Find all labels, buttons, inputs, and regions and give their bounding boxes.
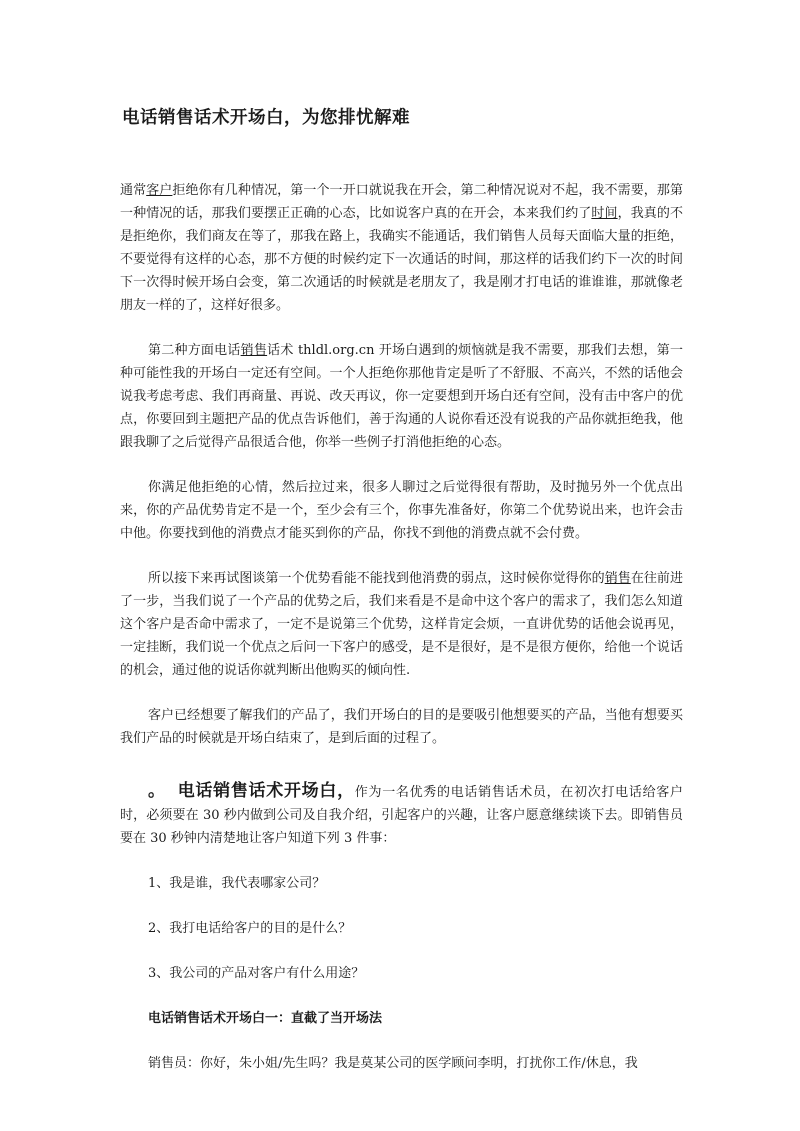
paragraph-1 [120, 179, 683, 317]
paragraph-4-pre: 所以接下来再试图谈第一个优势看能不能找到他消费的弱点，这时候你觉得你的 [148, 571, 605, 586]
document-body [120, 179, 683, 1075]
list-item-2: 2、我打电话给客户的目的是什么？ [148, 921, 352, 936]
section-bullet: 。 [148, 781, 166, 801]
link-kehu[interactable]: 客户 [146, 183, 173, 198]
paragraph-2 [120, 339, 683, 454]
section-paragraph [120, 780, 683, 850]
paragraph-5: 客户已经想要了解我们的产品了，我们开场白的目的是要吸引他想要买的产品，当他有想要买我们产品的时候就是开场白结束了，是到后面的过程了。 [120, 708, 683, 746]
list-item-3: 3、我公司的产品对客户有什么用途？ [148, 966, 365, 981]
paragraph-1-post: ，我真的不是拒绝你，我们商友在等了，那我在路上，我确实不能通话，我们销售人员每天面临大量的拒绝，不要觉得有这样的心态，那不方便的时候约定下一次通话的时间，那这样的话我们约下一次的时间下一次得时候开场白会变，第二次通话的时候就是老朋友了，我是刚才打电话的谁谁谁，那就像老朋友一样的了，这样好很多。 [120, 206, 683, 313]
subheading: 电话销售话术开场白一：直截了当开场法 [148, 1011, 383, 1026]
link-shijian[interactable]: 时间 [591, 206, 618, 221]
paragraph-1-mid: 拒绝你有几种情况，第一个一开口就说我在开会，第二种情况说对不起，我不需要，那第一种情况的话，那我们要摆正正确的心态，比如说客户真的在开会，本来我们约了 [120, 183, 683, 221]
link-xiaoshou-2[interactable]: 销售 [604, 571, 631, 586]
paragraph-2-pre: 第二种方面电话 [148, 343, 241, 358]
paragraph-2-post: 话术 thldl.org.cn 开场白遇到的烦恼就是我不需要，那我们去想，第一种可能性我的开场白一定还有空间。一个人拒绝你那他肯定是听了不舒服、不高兴，不然的话他会说我考虑考虑、我们再商量、再说、改天再议，你一定要想到开场白还有空间，没有击中客户的优点，你要回到主题把产品的优点告诉他们，善于沟通的人说你看还没有说我的产品你就拒绝我，他跟我聊了之后觉得产品很适合他，你举一些例子打消他拒绝的心态。 [120, 343, 683, 450]
section-lead: 电话销售话术开场白， [177, 781, 355, 801]
paragraph-1-pre: 通常 [120, 183, 147, 198]
list-item-1: 1、我是谁，我代表哪家公司？ [148, 876, 326, 891]
paragraph-last: 销售员：你好，朱小姐/先生吗？我是莫某公司的医学顾问李明，打扰你工作/休息，我 [148, 1056, 638, 1071]
section-text: 作为一名优秀的电话销售话术员，在初次打电话给客户时，必须要在 30 秒内做到公司及自我介绍，引起客户的兴趣，让客户愿意继续谈下去。即销售员要在 30 秒钟内清楚地让客户知道下列 3 件事： [120, 785, 684, 846]
link-xiaoshou-1[interactable]: 销售 [240, 343, 268, 358]
document-title: 电话销售话术开场白，为您排忧解难 [122, 108, 410, 128]
paragraph-3: 你满足他拒绝的心情，然后拉过来，很多人聊过之后觉得很有帮助，及时抛另外一个优点出来，你的产品优势肯定不是一个，至少会有三个，你事先准备好，你第二个优势说出来，也许会击中他。你要找到他的消费点才能买到你的产品，你找不到他的消费点就不会付费。 [120, 480, 683, 541]
paragraph-4-post: 在往前进了一步，当我们说了一个产品的优势之后，我们来看是不是命中这个客户的需求了，我们怎么知道这个客户是否命中需求了，一定不是说第三个优势，这样肯定会烦，一直讲优势的话他会说再见，一定挂断，我们说一个优点之后问一下客户的感受，是不是很好，是不是很方便你，给他一个说话的机会，通过他的说话你就判断出他购买的倾向性. [120, 571, 683, 678]
paragraph-4 [120, 567, 683, 682]
